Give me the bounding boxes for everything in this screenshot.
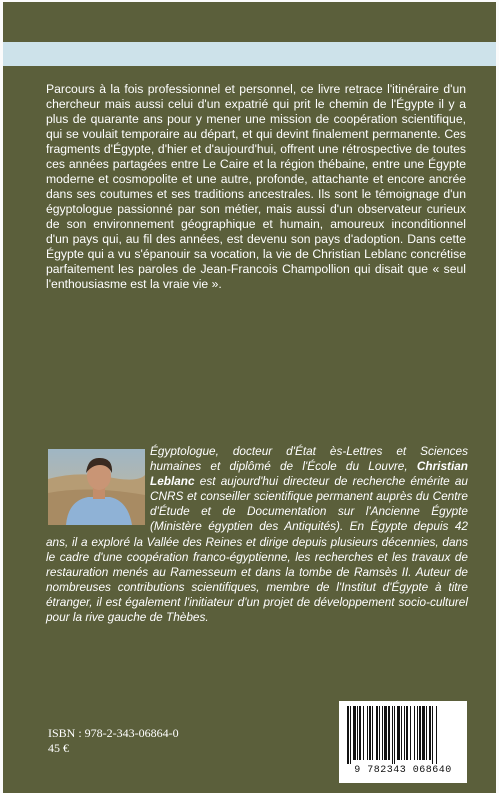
isbn-block bbox=[48, 726, 179, 756]
price: 45 € bbox=[48, 741, 69, 755]
bio-intro: Égyptologue, docteur d'État ès-Lettres et Sciences humaines et diplômé de l'École du Louvre, bbox=[150, 444, 468, 474]
isbn-number: ISBN : 978-2-343-06864-0 bbox=[48, 726, 179, 740]
bio-body: est aujourd'hui directeur de recherche émérite au CNRS et conseiller scientifique permanent auprès du Centre d'Étude et de Documentation sur l'Ancienne Égypte (Ministère égyptien des Antiquités). En Égypte depuis 42 ans, il a exploré la Vallée des Reines et dirige depuis plusieurs décennies, dans le cadre d'une coopération franco-égyptienne, les recherches et les travaux de restauration menés au Ramesseum et dans la tombe de Ramsès II. Auteur de nombreuses contributions scientifiques, membre de l'Institut d'Égypte à titre étranger, il est également l'initiateur d'un projet de développement socio-culturel pour la rive gauche de Thèbes. bbox=[46, 474, 468, 625]
book-summary: Parcours à la fois professionnel et personnel, ce livre retrace l'itinéraire d'un chercheur mais aussi celui d'un expatrié qui prit le chemin de l'Égypte il y a plus de quarante ans pour y mener une mission de coopération scientifique, qui se voulait temporaire au départ, et qui devint finalement permanente. Ces fragments d'Égypte, d'hier et d'aujourd'hui, offrent une rétrospective de toutes ces années partagées entre Le Caire et la région thébaine, entre une Égypte moderne et cosmopolite et une autre, profonde, attachante et encore ancrée dans ses coutumes et ses traditions ancestrales. Ils sont le témoignage d'un égyptologue passionné par son métier, mais aussi d'un observateur curieux de son environnement géographique et humain, amoureux inconditionnel d'un pays qui, au fil des années, est devenu son pays d'adoption. Dans cette Égypte qui a vu s'épanouir sa vocation, la vie de Christian Leblanc concrétise parfaitement les paroles de Jean-Francois Champollion qui disait que « seul l'enthousiasme est la vraie vie ». bbox=[46, 82, 466, 291]
barcode-bars bbox=[345, 706, 461, 764]
barcode-digits: 9 782343 068640 bbox=[354, 765, 452, 776]
barcode bbox=[339, 701, 467, 783]
author-name: Christian Leblanc bbox=[150, 459, 468, 489]
photo-spacer bbox=[46, 444, 150, 524]
author-bio bbox=[46, 444, 468, 625]
top-color-band bbox=[3, 42, 496, 66]
